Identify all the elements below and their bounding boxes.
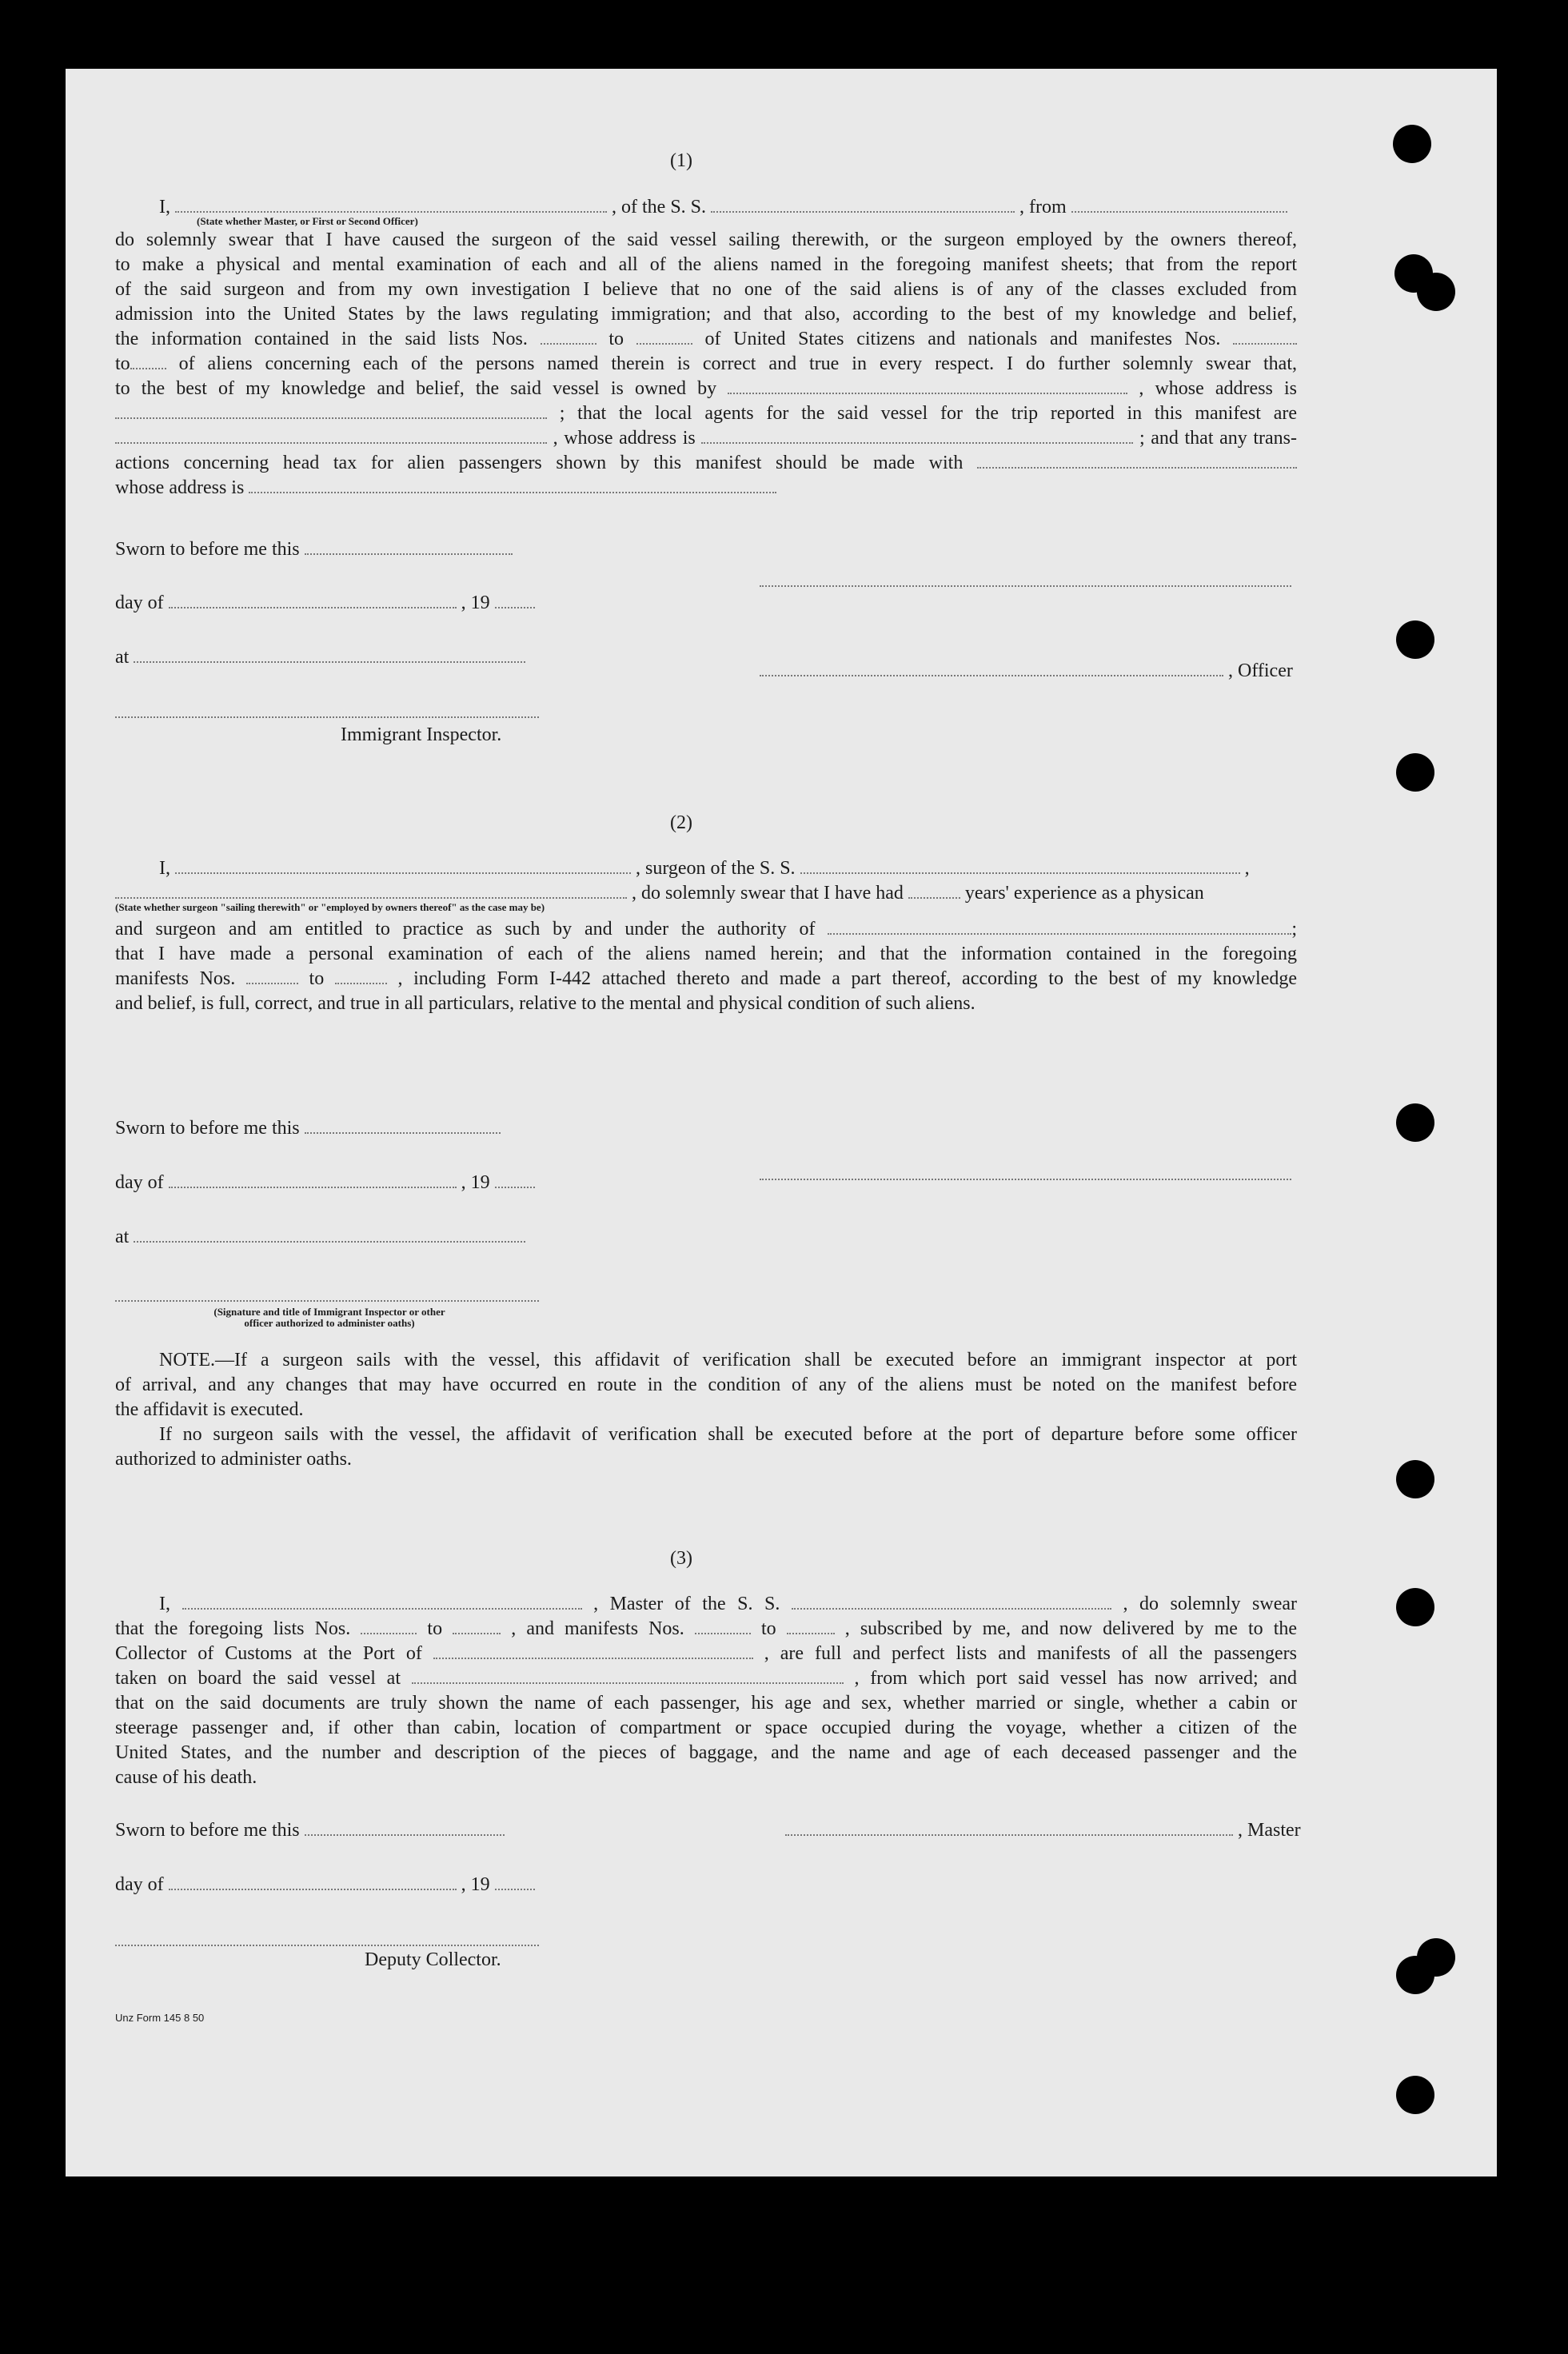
taken-line xyxy=(115,1666,1297,1691)
form-sheet xyxy=(66,69,1497,2176)
aliens-line xyxy=(115,352,1297,377)
section-1-number: (1) xyxy=(670,150,692,171)
whose-address-line xyxy=(115,476,1297,501)
officer-rank-note: (State whether Master, or First or Second Officer) xyxy=(197,215,418,227)
note-paragraph xyxy=(115,1348,1297,1472)
sworn-label: Sworn to before me this xyxy=(115,539,300,560)
manifest-to-field[interactable] xyxy=(787,1618,835,1634)
agents-line xyxy=(115,401,1297,426)
lists-line xyxy=(115,327,1297,352)
note-line: authorized to administer oaths. xyxy=(115,1449,352,1470)
master-name-field[interactable] xyxy=(182,1594,582,1610)
punch-hole xyxy=(1396,1956,1434,1994)
day-of-line-1 xyxy=(115,592,535,614)
master-label: , Master xyxy=(1238,1820,1301,1841)
inspector-signature-line[interactable] xyxy=(115,1300,539,1302)
at-label: at xyxy=(115,1227,130,1247)
aliens-text: of aliens concerning each of the persons named therein is correct and true in every respect. I do further solemnly swear that, xyxy=(178,353,1297,374)
years-field[interactable] xyxy=(908,883,960,899)
place-field[interactable] xyxy=(134,1227,525,1243)
swear-label: , do solemnly swear that I have had xyxy=(632,883,904,904)
head-tax-label: actions concerning head tax for alien passengers shown by this manifest should be made with xyxy=(115,453,964,473)
paragraph-line: admission into the United States by the laws regulating immigration; and that also, according to the best of my knowledge and belief, xyxy=(115,304,1297,325)
paragraph-line: and belief, is full, correct, and true in all particulars, relative to the mental and physical condition of such aliens. xyxy=(115,993,976,1014)
deputy-signature-line[interactable] xyxy=(115,1945,539,1946)
surgeon-signature-line[interactable] xyxy=(760,1179,1291,1180)
day-of-line-2 xyxy=(115,1172,535,1194)
paragraph-line: cause of his death. xyxy=(115,1767,257,1788)
semicolon: ; xyxy=(1291,919,1298,940)
experience-label: years' experience as a physican xyxy=(964,883,1204,904)
head-tax-party-field[interactable] xyxy=(977,453,1297,469)
list-to-field[interactable] xyxy=(453,1618,501,1634)
whose-address-label: whose address is xyxy=(115,477,245,498)
owner-address-field[interactable] xyxy=(115,403,547,419)
section-2 xyxy=(115,856,1297,1016)
list-from-field[interactable] xyxy=(361,1618,417,1634)
year-label: , 19 xyxy=(461,592,490,613)
authority-line xyxy=(115,917,1297,942)
master-of-label: , Master of the S. S. xyxy=(593,1594,780,1614)
signature-note-line: officer authorized to administer oaths) xyxy=(244,1317,415,1329)
section-2-paragraph xyxy=(115,917,1297,1016)
section-1-paragraph xyxy=(115,228,1297,501)
surgeon-of-label: , surgeon of the S. S. xyxy=(636,858,796,879)
i-label: I, xyxy=(159,197,170,217)
collector-label: Collector of Customs at the Port of xyxy=(115,1643,422,1664)
paragraph-line: that I have made a personal examination of each of the aliens named herein; and that the information contained in the foregoing xyxy=(115,944,1297,964)
subscribed-label: , subscribed by me, and now delivered by me to the xyxy=(844,1618,1298,1639)
at-label: at xyxy=(115,647,130,668)
manifest-from-field[interactable] xyxy=(1233,329,1297,345)
trans-label: ; and that any trans- xyxy=(1139,428,1298,449)
agents-address-field[interactable] xyxy=(701,428,1133,444)
section-3-first-line xyxy=(115,1592,1297,1617)
sworn-line-1 xyxy=(115,539,513,561)
note-line: If no surgeon sails with the vessel, the affidavit of verification shall be executed before at the port of departure before some officer xyxy=(159,1424,1297,1445)
month-field[interactable] xyxy=(169,1172,457,1188)
paragraph-line: steerage passenger and, if other than cabin, location of compartment or space occupied during the voyage, whether a citizen of the xyxy=(115,1718,1297,1738)
surgeon-type-field[interactable] xyxy=(115,883,627,899)
to-label: to xyxy=(760,1618,776,1639)
collector-line xyxy=(115,1642,1297,1666)
officer-rank-field[interactable] xyxy=(175,197,607,213)
list-to-field[interactable] xyxy=(636,329,692,345)
whose-address-label: , whose address is xyxy=(553,428,696,449)
section-2-number: (2) xyxy=(670,812,692,833)
punch-hole xyxy=(1396,1588,1434,1626)
agents-label: ; that the local agents for the said vessel for the trip reported in this manifest are xyxy=(559,403,1298,424)
to-label: to xyxy=(309,968,325,989)
punch-hole xyxy=(1396,1103,1434,1142)
inspector-signature-line[interactable] xyxy=(115,716,539,718)
vessel-name-field[interactable] xyxy=(800,858,1240,874)
note-line: NOTE.—If a surgeon sails with the vessel, this affidavit of verification shall be executed before an immigrant inspector at port xyxy=(159,1350,1297,1371)
whose-address-label: , whose address is xyxy=(1139,378,1298,399)
to-label: to xyxy=(427,1618,443,1639)
lists-label: that the foregoing lists Nos. xyxy=(115,1618,351,1639)
manifest-to-field[interactable] xyxy=(335,968,387,984)
from-port-label: , from which port said vessel has now arrived; and xyxy=(854,1668,1298,1689)
officer-signature-field[interactable] xyxy=(760,660,1223,676)
paragraph-line: of the said surgeon and from my own investigation I believe that no one of the said aliens is of any of the classes excluded from xyxy=(115,279,1297,300)
deputy-collector-label: Deputy Collector. xyxy=(365,1949,501,1970)
sworn-day-field[interactable] xyxy=(305,1118,501,1134)
punch-hole xyxy=(1417,273,1455,311)
form-number: Unz Form 145 8 50 xyxy=(115,2012,205,2024)
year-field[interactable] xyxy=(495,592,535,608)
paragraph-line: that on the said documents are truly shown the name of each passenger, his age and sex, whether married or single, whether a cabin or xyxy=(115,1693,1297,1714)
manifests-label: , and manifests Nos. xyxy=(511,1618,684,1639)
sworn-line-2 xyxy=(115,1118,501,1139)
owned-label: to the best of my knowledge and belief, the said vessel is owned by xyxy=(115,378,717,399)
punch-hole xyxy=(1396,620,1434,659)
month-field[interactable] xyxy=(169,1874,457,1890)
of-ss-label: , of the S. S. xyxy=(612,197,707,217)
year-field[interactable] xyxy=(495,1874,535,1890)
note-line: of arrival, and any changes that may have occurred en route in the condition of any of the aliens must be noted on the manifest before xyxy=(115,1374,1297,1395)
day-of-line-3 xyxy=(115,1874,535,1896)
immigrant-inspector-label: Immigrant Inspector. xyxy=(341,724,502,745)
at-line-1 xyxy=(115,647,525,668)
day-of-label: day of xyxy=(115,592,164,613)
vessel-name-field[interactable] xyxy=(711,197,1015,213)
port-field[interactable] xyxy=(433,1643,753,1659)
paragraph-line: United States, and the number and description of the pieces of baggage, and the name and age of each deceased passenger and the xyxy=(115,1742,1297,1763)
i-label: I, xyxy=(159,1594,170,1614)
signature-note-line: (Signature and title of Immigrant Inspector or other xyxy=(213,1306,445,1318)
officer-label: , Officer xyxy=(1228,660,1293,681)
punch-hole xyxy=(1396,753,1434,792)
day-of-label: day of xyxy=(115,1874,164,1895)
owner-field[interactable] xyxy=(728,378,1127,394)
lists-label: the information contained in the said lists Nos. xyxy=(115,329,528,349)
section-3-number: (3) xyxy=(670,1548,692,1569)
year-label: , 19 xyxy=(461,1874,490,1895)
master-signature-field[interactable] xyxy=(785,1820,1233,1836)
year-field[interactable] xyxy=(495,1172,535,1188)
officer-line xyxy=(760,660,1293,682)
to-label: to xyxy=(115,353,130,374)
lists-line xyxy=(115,1617,1297,1642)
paragraph-line: do solemnly swear that I have caused the surgeon of the said vessel sailing therewith, or the surgeon employed by the owners thereof, xyxy=(115,229,1297,250)
manifests-label: manifests Nos. xyxy=(115,968,236,989)
master-signature-line[interactable] xyxy=(760,585,1291,587)
manifests-line xyxy=(115,967,1297,991)
from-port-field[interactable] xyxy=(1071,197,1287,213)
head-tax-line xyxy=(115,451,1297,476)
signature-note xyxy=(154,1307,505,1329)
departure-port-field[interactable] xyxy=(412,1668,844,1684)
at-line-2 xyxy=(115,1227,525,1248)
sworn-line-3 xyxy=(115,1820,505,1841)
year-label: , 19 xyxy=(461,1172,490,1193)
punch-hole xyxy=(1393,125,1431,163)
agents-address-line xyxy=(115,426,1297,451)
month-field[interactable] xyxy=(169,592,457,608)
sworn-day-field[interactable] xyxy=(305,539,513,555)
surgeon-type-note: (State whether surgeon "sailing therewith" or "employed by owners thereof" as the case may be) xyxy=(115,901,545,913)
note-line: the affidavit is executed. xyxy=(115,1399,304,1420)
day-of-label: day of xyxy=(115,1172,164,1193)
master-line xyxy=(785,1820,1301,1841)
taken-label: taken on board the said vessel at xyxy=(115,1668,401,1689)
surgeon-name-field[interactable] xyxy=(175,858,631,874)
manifest-from-field[interactable] xyxy=(695,1618,751,1634)
manifest-to-field[interactable] xyxy=(130,353,166,369)
manifests-label: of United States citizens and nationals and manifestes Nos. xyxy=(704,329,1221,349)
owned-line xyxy=(115,377,1297,401)
vessel-name-field[interactable] xyxy=(792,1594,1111,1610)
paragraph-line: to make a physical and mental examination of each and all of the aliens named in the foregoing manifest sheets; that from the report xyxy=(115,254,1297,275)
authority-field[interactable] xyxy=(828,919,1291,935)
sworn-day-field[interactable] xyxy=(305,1820,505,1836)
sworn-label: Sworn to before me this xyxy=(115,1118,300,1139)
manifest-from-field[interactable] xyxy=(246,968,298,984)
punch-hole xyxy=(1396,1460,1434,1498)
form-label: , including Form I-442 attached thereto and made a part thereof, according to the best of my knowledge xyxy=(397,968,1298,989)
section-2-first-line: I, , surgeon of the S. S. , xyxy=(159,858,1250,879)
authority-label: and surgeon and am entitled to practice as such by and under the authority of xyxy=(115,919,816,940)
are-full-label: , are full and perfect lists and manifests of all the passengers xyxy=(764,1643,1298,1664)
section-3 xyxy=(115,1592,1297,1790)
from-label: , from xyxy=(1019,197,1067,217)
punch-hole xyxy=(1396,2076,1434,2114)
head-tax-address-field[interactable] xyxy=(249,477,776,493)
sworn-label: Sworn to before me this xyxy=(115,1820,300,1841)
to-label: to xyxy=(608,329,624,349)
agents-field[interactable] xyxy=(115,428,547,444)
place-field[interactable] xyxy=(134,647,525,663)
i-label: I, xyxy=(159,858,170,879)
section-1 xyxy=(115,195,1297,501)
list-from-field[interactable] xyxy=(541,329,596,345)
swear-label: , do solemnly swear xyxy=(1123,1594,1297,1614)
